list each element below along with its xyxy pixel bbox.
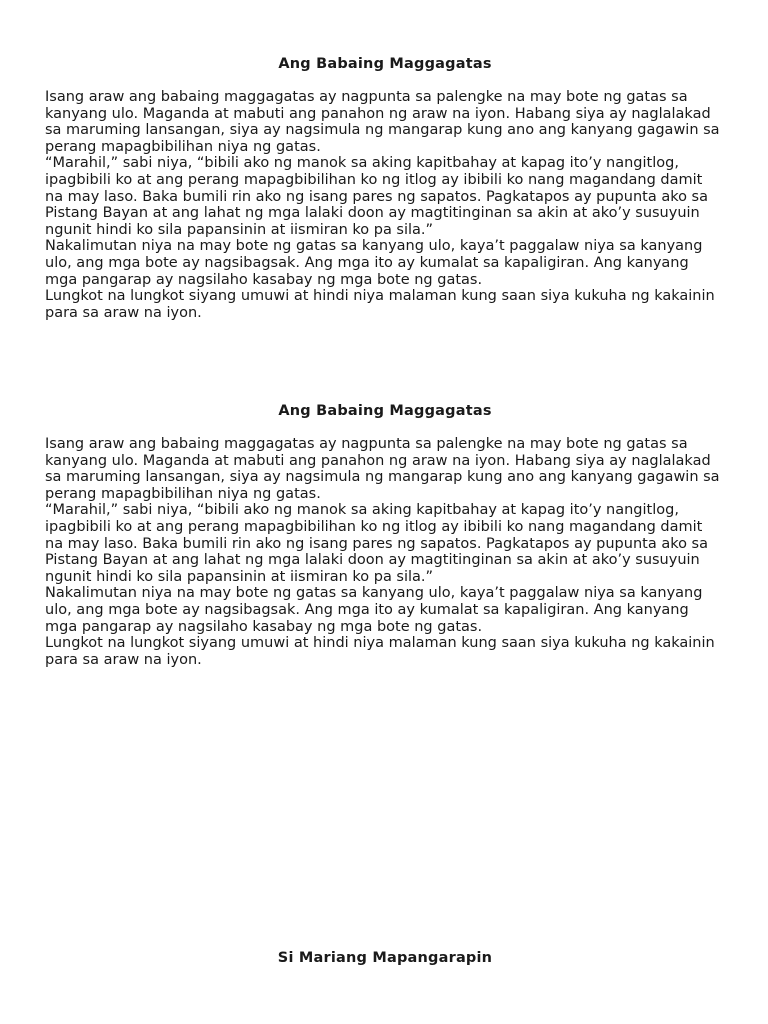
story-paragraph: Lungkot na lungkot siyang umuwi at hindi niya malaman kung saan siya kukuha ng kakainin para sa araw na iyon. [45, 288, 715, 321]
story-paragraph: Nakalimutan niya na may bote ng gatas sa kanyang ulo, kaya’t paggalaw niya sa kanyang ulo, ang mga bote ay nagsibagsak. Ang mga ito ay kumalat sa kapaligiran. Ang kanyang mga pangarap ay nagsilaho kasabay ng mga bote ng gatas. [45, 585, 703, 635]
story-title: Ang Babaing Maggagatas [278, 56, 492, 72]
story-paragraph: Isang araw ang babaing maggagatas ay nagpunta sa palengke na may bote ng gatas sa kanyang ulo. Maganda at mabuti ang panahon ng araw na iyon. Habang siya ay naglalakad sa maruming lansangan, siya ay nagsimula ng mangarap kung ano ang kanyang gagawin sa perang mapagbibilihan niya ng gatas. [45, 436, 720, 502]
story-paragraph: Lungkot na lungkot siyang umuwi at hindi niya malaman kung saan siya kukuha ng kakainin para sa araw na iyon. [45, 635, 715, 668]
story-paragraph: “Marahil,” sabi niya, “bibili ako ng manok sa aking kapitbahay at kapag ito’y nangitlog, ipagbibili ko at ang perang mapagbibilihan ko ng itlog ay ibibili ko nang magandang damit na may laso. Baka bumili rin ako ng isang pares ng sapatos. Pagkatapos ay pupunta ako sa Pistang Bayan at ang lahat ng mga lalaki doon ay magtitinginan sa akin at ako’y susuyuin ngunit hindi ko sila papansinin at iismiran ko pa sila.” [45, 155, 708, 238]
story-body [45, 436, 725, 668]
story-title: Ang Babaing Maggagatas [278, 403, 492, 419]
story-paragraph: Isang araw ang babaing maggagatas ay nagpunta sa palengke na may bote ng gatas sa kanyang ulo. Maganda at mabuti ang panahon ng araw na iyon. Habang siya ay naglalakad sa maruming lansangan, siya ay nagsimula ng mangarap kung ano ang kanyang gagawin sa perang mapagbibilihan niya ng gatas. [45, 89, 720, 155]
story-section [45, 55, 725, 321]
story-title: Si Mariang Mapangarapin [277, 950, 493, 966]
story-paragraph: “Marahil,” sabi niya, “bibili ako ng manok sa aking kapitbahay at kapag ito’y nangitlog, ipagbibili ko at ang perang mapagbibilihan ko ng itlog ay ibibili ko nang magandang damit na may laso. Baka bumili rin ako ng isang pares ng sapatos. Pagkatapos ay pupunta ako sa Pistang Bayan at ang lahat ng mga lalaki doon ay magtitinginan sa akin at ako’y susuyuin ngunit hindi ko sila papansinin at iismiran ko pa sila.” [45, 502, 708, 585]
story-section [45, 402, 725, 668]
story-body [45, 89, 725, 321]
story-paragraph: Nakalimutan niya na may bote ng gatas sa kanyang ulo, kaya’t paggalaw niya sa kanyang ulo, ang mga bote ay nagsibagsak. Ang mga ito ay kumalat sa kapaligiran. Ang kanyang mga pangarap ay nagsilaho kasabay ng mga bote ng gatas. [45, 238, 703, 288]
story-section [45, 949, 725, 983]
